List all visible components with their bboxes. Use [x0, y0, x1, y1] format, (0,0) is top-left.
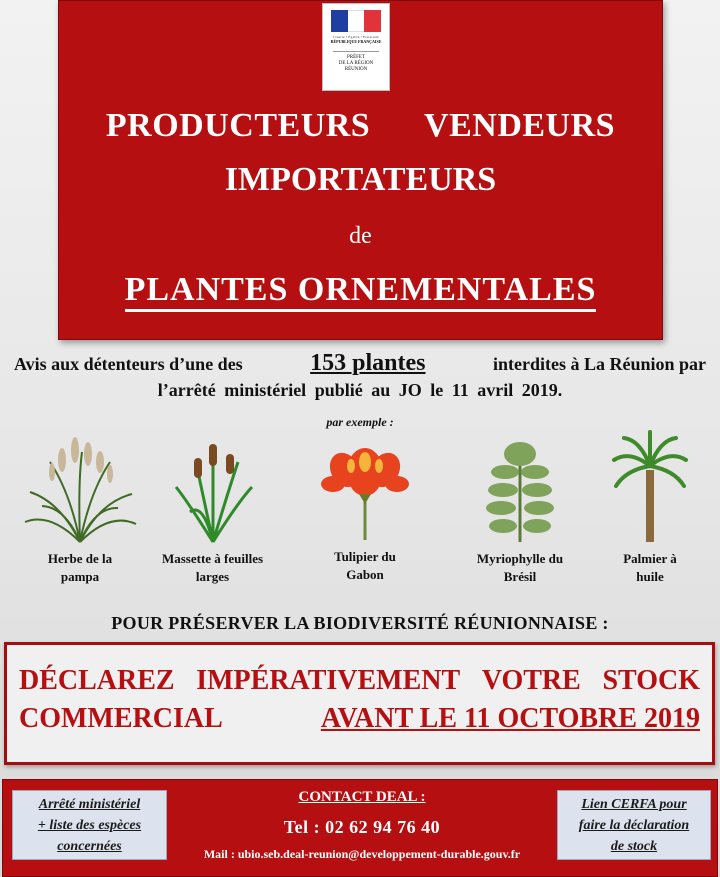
plant-name-line2: huile — [636, 569, 664, 584]
header-word-producteurs: PRODUCTEURS — [105, 107, 371, 144]
arrete-link-line3: concernées — [57, 839, 122, 854]
plant-name-line1: Massette à feuilles — [161, 551, 264, 566]
header-title-text: PLANTES ORNEMENTALES — [125, 271, 597, 312]
logo-motto: Liberté • Égalité • Fraternité — [333, 35, 379, 39]
notice-text — [14, 350, 706, 403]
preserve-heading: POUR PRÉSERVER LA BIODIVERSITÉ RÉUNIONNAISE : — [111, 613, 609, 633]
contact-email[interactable]: Mail : ubio.seb.deal-reunion@developpement-durable.gouv.fr — [203, 847, 521, 861]
arrete-link[interactable] — [12, 790, 167, 860]
plant-name-line2: pampa — [60, 569, 100, 584]
pampas-grass-icon — [20, 432, 140, 544]
contact-phone: Tel : 02 62 94 76 40 — [283, 817, 441, 837]
contact-title: CONTACT DEAL : — [298, 789, 426, 805]
plant-name-line2: Brésil — [503, 569, 537, 584]
tulip-tree-flower-icon — [315, 432, 415, 542]
plant-card-massette — [150, 432, 275, 586]
plant-name-line1: Myriophylle du — [476, 551, 564, 566]
plant-name-line1: Tulipier du — [334, 549, 396, 564]
cattail-icon — [168, 432, 258, 544]
cerfa-link-line3: de stock — [610, 839, 658, 854]
plant-caption-pampa — [20, 550, 140, 586]
notice-highlight: 153 plantes — [310, 350, 426, 376]
declare-word-2: IMPÉRATIVEMENT — [196, 665, 461, 696]
header-line1 — [79, 107, 642, 145]
logo-divider — [333, 51, 379, 52]
logo-prefet-2: DE LA RÉGION — [338, 61, 374, 66]
plant-card-myriophylle — [465, 432, 575, 586]
plant-card-tulipier — [305, 432, 425, 584]
footer-bar — [2, 779, 718, 877]
prefecture-logo — [322, 3, 390, 91]
marianne-flag-icon — [331, 10, 381, 32]
header-word-vendeurs: VENDEURS — [424, 107, 616, 144]
plant-card-pampa — [20, 432, 140, 586]
plant-caption-massette — [150, 550, 275, 586]
plant-caption-tulipier — [305, 548, 425, 584]
header-title — [59, 271, 662, 309]
example-label: par exemple : — [326, 415, 394, 429]
declare-deadline: AVANT LE 11 OCTOBRE 2019 — [320, 703, 700, 734]
parrot-feather-icon — [485, 432, 555, 544]
notice-pre: Avis aux détenteurs d’une des — [14, 354, 243, 374]
plant-card-palmier — [600, 430, 700, 586]
plant-name-line1: Herbe de la — [47, 551, 113, 566]
logo-republique: RÉPUBLIQUE FRANÇAISE — [330, 39, 382, 44]
arrete-link-line2: + liste des espèces — [37, 818, 142, 833]
notice-post: interdites à La Réunion par — [492, 354, 706, 374]
header-banner — [58, 0, 663, 340]
notice-line2: l’arrêté ministériel publié au JO le 11 avril 2019. — [157, 380, 563, 400]
logo-prefet-3: RÉUNION — [344, 67, 368, 72]
plant-caption-palmier — [600, 550, 700, 586]
oil-palm-icon — [610, 430, 690, 544]
header-line2: IMPORTATEURS — [224, 161, 497, 198]
plant-name-line2: larges — [195, 569, 230, 584]
declare-word-3: VOTRE — [481, 665, 581, 696]
header-de: de — [349, 223, 372, 249]
cerfa-link-line2: faire la déclaration — [578, 818, 690, 833]
plant-name-line2: Gabon — [346, 567, 384, 582]
declare-word-5: COMMERCIAL — [19, 703, 223, 734]
declaration-callout — [4, 642, 715, 765]
cerfa-link-line1: Lien CERFA pour — [581, 797, 687, 812]
plant-name-line1: Palmier à — [623, 551, 677, 566]
declare-word-1: DÉCLAREZ — [19, 665, 175, 696]
plant-caption-myriophylle — [465, 550, 575, 586]
cerfa-link[interactable] — [557, 790, 711, 860]
declare-word-4: STOCK — [602, 665, 700, 696]
contact-block — [173, 780, 551, 862]
arrete-link-line1: Arrêté ministériel — [38, 797, 141, 812]
logo-prefet-1: PRÉFET — [346, 55, 366, 60]
